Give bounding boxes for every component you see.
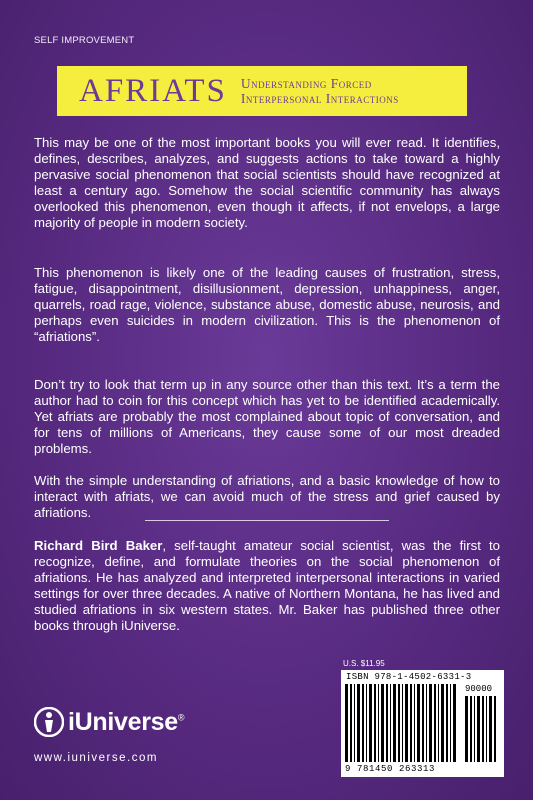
ean-digits: 9 781450 263313	[345, 764, 436, 774]
publisher-website: www.iuniverse.com	[34, 752, 158, 764]
book-title: AFRIATS	[79, 72, 227, 109]
section-divider	[145, 520, 389, 521]
description-paragraph: With the simple understanding of afriations, and a basic knowledge of how to interact with afriats, we can avoid much of the stress and grief caused by afriations.	[34, 473, 500, 520]
description-paragraph: This may be one of the most important books you will ever read. It identifies, defines, describes, analyzes, and suggests actions to take toward a highly pervasive social phenomenon that social scientists should have recognized at least a century ago. Somehow the social scientific community has always overlooked this phenomenon, even though it affects, if not envelops, a large majority of people in modern society.	[34, 135, 500, 230]
publisher-logo	[34, 707, 184, 737]
author-bio	[34, 538, 500, 634]
description-paragraph: This phenomenon is likely one of the leading causes of frustration, stress, fatigue, disappointment, disillusionment, depression, unhappiness, anger, quarrels, road rage, violence, substance abuse, domestic abuse, neurosis, and perhaps even suicides in modern civilization. This is the phenomenon of “afriations”.	[34, 265, 500, 344]
publisher-name	[68, 708, 184, 737]
description-paragraph: Don’t try to look that term up in any source other than this text. It’s a term the author had to coin for this concept which has yet to be identified academically. Yet afriats are probably the most complained about topic of conversation, and for tens of millions of Americans, they cause some of our most dreaded problems.	[34, 377, 500, 456]
subtitle-line-1: Understanding Forced	[240, 76, 372, 91]
title-banner	[57, 66, 467, 116]
ean-barcode-bars	[345, 684, 459, 764]
barcode	[341, 670, 504, 777]
price-label: U.S. $11.95	[343, 659, 385, 668]
iuniverse-logo-icon	[34, 707, 64, 737]
price-addon-number: 90000	[465, 684, 493, 694]
category-label: SELF IMPROVEMENT	[34, 35, 135, 46]
book-subtitle	[241, 76, 399, 106]
registered-mark: ®	[177, 712, 185, 723]
author-bio-text: , self-taught amateur social scientist, was the first to recognize, define, and formulate theories on the social phenomenon of afriations. He has analyzed and interpreted interpersonal interactions in varied settings for over three decades. A native of Northern Montana, he has lived and studied afriations in six western states. Mr. Baker has published three other books through iUniverse.	[34, 538, 500, 633]
addon-barcode-bars	[465, 696, 499, 772]
author-name: Richard Bird Baker	[34, 538, 163, 553]
subtitle-line-2: Interpersonal Interactions	[240, 91, 399, 106]
isbn-number: ISBN 978-1-4502-6331-3	[346, 672, 472, 682]
publisher-name-text: iUniverse	[68, 707, 178, 736]
